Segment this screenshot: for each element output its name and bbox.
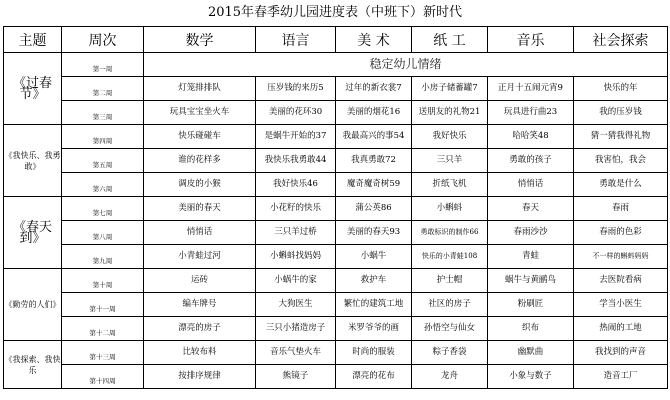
week-cell: 第十四周: [62, 365, 144, 389]
cell-language: 我快乐我勇敢44: [256, 149, 336, 173]
header-paper-craft: 纸 工: [412, 27, 488, 53]
cell-art: 繁忙的建筑工地: [336, 293, 412, 317]
cell-social: 去医院看病: [574, 269, 668, 293]
cell-social: 快乐的年: [574, 77, 668, 101]
cell-paper: 社区的房子: [412, 293, 488, 317]
cell-music: 春雨沙沙: [488, 221, 574, 245]
cell-language: 我好快乐46: [256, 173, 336, 197]
cell-art: 救护车: [336, 269, 412, 293]
week-cell: 第七周: [62, 197, 144, 221]
cell-math: 漂亮的房子: [144, 317, 256, 341]
cell-paper: 龙舟: [412, 365, 488, 389]
cell-social: 热闹的工地: [574, 317, 668, 341]
cell-paper: 小蝌蚪: [412, 197, 488, 221]
cell-language: 美丽的花环30: [256, 101, 336, 125]
cell-social: 不一样的蝌蚪妈妈: [574, 245, 668, 269]
cell-language: 三只羊过桥: [256, 221, 336, 245]
cell-paper: 折纸飞机: [412, 173, 488, 197]
cell-language: 压岁钱的来历5: [256, 77, 336, 101]
cell-social: 猜一猜我得礼物: [574, 125, 668, 149]
week-cell: 第十二周: [62, 317, 144, 341]
cell-math: 快乐碰碰车: [144, 125, 256, 149]
table-row: [4, 101, 668, 125]
week-cell: 第四周: [62, 125, 144, 149]
table-row: [4, 173, 668, 197]
cell-math: 悄悄话: [144, 221, 256, 245]
cell-paper: 粽子香袋: [412, 341, 488, 365]
week-cell: 第九周: [62, 245, 144, 269]
header-music: 音乐: [488, 27, 574, 53]
header-language: 语言: [256, 27, 336, 53]
table-row: [4, 149, 668, 173]
cell-music: 青蛙: [488, 245, 574, 269]
cell-language: 小花籽的快乐: [256, 197, 336, 221]
table-row: [4, 365, 668, 389]
cell-language: 小蜗牛的家: [256, 269, 336, 293]
week-cell: 第十三周: [62, 341, 144, 365]
cell-paper: 勇敢标识的制作66: [412, 221, 488, 245]
cell-math: 玩具宝宝坐火车: [144, 101, 256, 125]
cell-math: 调皮的小猴: [144, 173, 256, 197]
cell-language: 小蝌蚪找妈妈: [256, 245, 336, 269]
cell-art: 蒲公英86: [336, 197, 412, 221]
theme-cell: 《勤劳的人们》: [4, 269, 62, 341]
table-row: [4, 221, 668, 245]
week-cell: 第三周: [62, 101, 144, 125]
cell-math: 小青蛙过河: [144, 245, 256, 269]
header-row: [4, 27, 668, 53]
cell-art: 过年的新衣裳7: [336, 77, 412, 101]
table-row: [4, 293, 668, 317]
cell-language: 三只小猪造房子: [256, 317, 336, 341]
cell-art: 漂亮的花布: [336, 365, 412, 389]
cell-language: 是蜗牛开始的37: [256, 125, 336, 149]
week-cell: 第十周: [62, 269, 144, 293]
cell-math: 灯笼排排队: [144, 77, 256, 101]
week-cell: 第二周: [62, 77, 144, 101]
theme-cell: 《我快乐、我勇敢》: [4, 125, 62, 197]
cell-art: 美丽的烟花16: [336, 101, 412, 125]
week-cell: 第十一周: [62, 293, 144, 317]
header-week: 周次: [62, 27, 144, 53]
cell-math: 运砖: [144, 269, 256, 293]
cell-language: 大狗医生: [256, 293, 336, 317]
table-row: [4, 77, 668, 101]
cell-language: 熊镜子: [256, 365, 336, 389]
cell-art: 我真勇敢72: [336, 149, 412, 173]
cell-math: 比较布料: [144, 341, 256, 365]
cell-math: 美丽的春天: [144, 197, 256, 221]
table-row: [4, 125, 668, 149]
cell-music: 粉刷匠: [488, 293, 574, 317]
cell-math: 谁的花样多: [144, 149, 256, 173]
cell-social: 造音工厂: [574, 365, 668, 389]
cell-language: 音乐气垫火车: [256, 341, 336, 365]
table-row: [4, 269, 668, 293]
table-row: [4, 341, 668, 365]
week-cell: 第八周: [62, 221, 144, 245]
cell-paper: 护士帽: [412, 269, 488, 293]
cell-art: 时尚的服装: [336, 341, 412, 365]
cell-paper: 我好快乐: [412, 125, 488, 149]
page-title: 2015年春季幼儿园进度表（中班下）新时代: [207, 5, 463, 20]
cell-music: 小象与数子: [488, 365, 574, 389]
cell-math: 编车牌号: [144, 293, 256, 317]
merged-note: 稳定幼儿情绪: [144, 53, 668, 77]
cell-social: 我害怕，我会: [574, 149, 668, 173]
cell-social: 我的压岁钱: [574, 101, 668, 125]
cell-social: 春雨的色彩: [574, 221, 668, 245]
header-art: 美 术: [336, 27, 412, 53]
cell-music: 蜗牛与黄鹂鸟: [488, 269, 574, 293]
cell-music: 织布: [488, 317, 574, 341]
schedule-table: [3, 26, 668, 389]
cell-music: 哈哈笑48: [488, 125, 574, 149]
cell-math: 按排序规律: [144, 365, 256, 389]
header-math: 数学: [144, 27, 256, 53]
cell-music: 勇敢的孩子: [488, 149, 574, 173]
table-row: [4, 245, 668, 269]
header-theme: 主题: [4, 27, 62, 53]
cell-paper: 小房子储蓄罐7: [412, 77, 488, 101]
cell-art: 魔奇魔奇树59: [336, 173, 412, 197]
theme-cell: 《过春节》: [4, 53, 62, 125]
cell-art: 我最高兴的事54: [336, 125, 412, 149]
cell-music: 正月十五闹元宵9: [488, 77, 574, 101]
cell-art: 美丽的春天93: [336, 221, 412, 245]
week-cell: 第五周: [62, 149, 144, 173]
theme-cell: 《我探索、我快乐: [4, 341, 62, 389]
cell-paper: 三只羊: [412, 149, 488, 173]
theme-cell: 《春天到》: [4, 197, 62, 269]
week-cell: 第六周: [62, 173, 144, 197]
cell-social: 勇敢是什么: [574, 173, 668, 197]
cell-music: 幽默曲: [488, 341, 574, 365]
week-cell: 第一周: [62, 53, 144, 77]
cell-music: 春天: [488, 197, 574, 221]
cell-social: 我找到的声音: [574, 341, 668, 365]
cell-paper: 送朋友的礼物21: [412, 101, 488, 125]
cell-social: 学当小医生: [574, 293, 668, 317]
cell-paper: 孙悟空与仙女: [412, 317, 488, 341]
header-social: 社会探索: [574, 27, 668, 53]
cell-social: 春雨: [574, 197, 668, 221]
cell-art: 小蜗牛: [336, 245, 412, 269]
cell-music: 玩具进行曲23: [488, 101, 574, 125]
table-row: [4, 53, 668, 77]
cell-music: 悄悄话: [488, 173, 574, 197]
table-row: [4, 317, 668, 341]
cell-paper: 快乐的小青蛙108: [412, 245, 488, 269]
table-row: [4, 197, 668, 221]
cell-art: 米罗爷爷的画: [336, 317, 412, 341]
